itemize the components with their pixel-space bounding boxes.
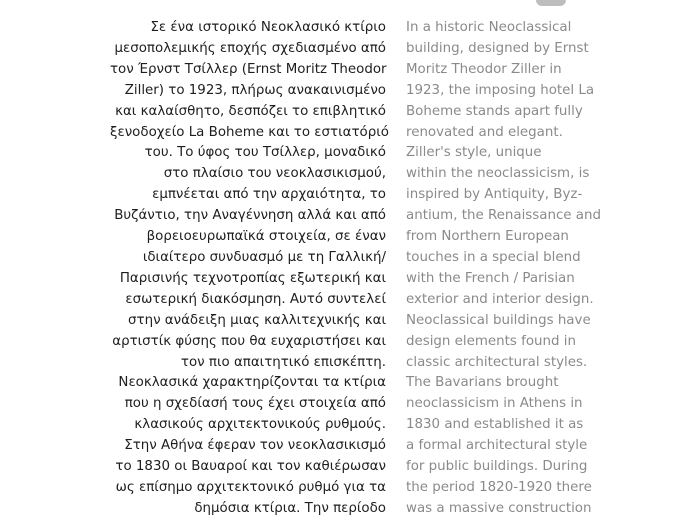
english-line: a formal architectural style: [406, 438, 588, 454]
english-line: building, designed by Ernst: [406, 40, 589, 56]
greek-line: τον πιο απαιτητικό επισκέπτη.: [180, 354, 386, 370]
english-line: within the neoclassicism, is: [406, 166, 590, 182]
greek-line: στην ανάδειξη μιας καλλιτεχνικής και: [128, 312, 386, 328]
greek-line: στο πλαίσιο του νεοκλασικισμού,: [163, 166, 386, 182]
greek-line: ως επίσημο αρχιτεκτονικό ρυθμό για τα: [115, 479, 386, 495]
english-line: touches in a special blend: [406, 249, 581, 265]
english-line: with the French / Parisian: [406, 270, 575, 286]
english-line: 1830 and established it as: [406, 417, 584, 433]
english-line: Ziller's style, unique: [406, 145, 542, 161]
english-line: neoclassicism in Athens in: [406, 396, 583, 412]
english-line: Boheme stands apart fully: [406, 103, 583, 119]
english-line: exterior and interior design.: [406, 291, 594, 307]
greek-line: του. Το ύφος του Τσίλλερ, μοναδικό: [144, 145, 386, 161]
english-line: In a historic Neoclassical: [406, 20, 572, 35]
greek-line: το 1830 οι Βαυαροί και τον καθιέρωσαν: [115, 459, 386, 475]
english-line: classic architectural styles.: [406, 354, 588, 370]
greek-line: αρτιστίκ φύσης που θα ευχαριστήσει και: [112, 333, 386, 349]
greek-line: που η σχεδίασή τους έχει στοιχεία από: [124, 396, 386, 412]
greek-line: τον Έρνστ Τσίλλερ (Ernst Moritz Theodor: [110, 61, 387, 77]
greek-line: Νεοκλασικά χαρακτηρίζονται τα κτίρια: [118, 375, 386, 391]
english-line: Moritz Theodor Ziller in: [406, 61, 562, 77]
greek-line: Ziller) το 1923, πλήρως ανακαινισμένο: [124, 82, 386, 98]
english-line: for public buildings. During: [406, 459, 588, 475]
english-line: from Northern European: [406, 229, 569, 245]
english-line: 1923, the imposing hotel La: [406, 82, 595, 98]
greek-line: Βυζάντιο, την Αναγέννηση αλλά και από: [114, 208, 386, 224]
greek-line: εσωτερική διακόσμηση. Αυτό συντελεί: [125, 291, 386, 307]
greek-line: βορειοευρωπαϊκά στοιχεία, σε έναν: [146, 229, 386, 245]
english-line: the period 1820-1920 there: [406, 479, 592, 495]
english-line: design elements found in: [406, 333, 576, 349]
greek-line: Παρισινής τεχνοτροπίας εξωτερική και: [119, 270, 386, 286]
greek-line: μεσοπολεμικής εποχής σχεδιασμένο από: [114, 40, 386, 56]
english-line: antium, the Renaissance and: [406, 208, 601, 224]
english-line: was a massive construction: [406, 500, 592, 516]
english-line: Neoclassical buildings have: [406, 312, 591, 328]
greek-line: Στην Αθήνα έφεραν τον νεοκλασικισμό: [124, 438, 386, 454]
english-line: renovated and elegant.: [406, 124, 563, 140]
greek-line: ιδιαίτερο συνδυασμό με τη Γαλλική/: [142, 249, 386, 265]
english-line: The Bavarians brought: [406, 375, 559, 391]
greek-line: κλασικούς αρχιτεκτονικούς ρυθμούς.: [134, 417, 386, 433]
top-decorative-shape: [536, 0, 566, 6]
greek-line: εμπνέεται από την αρχαιότητα, το: [152, 187, 386, 203]
greek-line: δημόσια κτίρια. Την περίοδο: [194, 500, 386, 516]
greek-line: και καλαίσθητο, δεσπόζει το επιβλητικό: [115, 103, 386, 119]
greek-line: ξενοδοχείο La Boheme και το εστιατόριό: [110, 124, 389, 140]
english-text-column: [406, 18, 696, 520]
english-line: inspired by Antiquity, Byz-: [406, 187, 583, 203]
greek-text-column: [110, 18, 389, 520]
greek-line: Σε ένα ιστορικό Νεοκλασικό κτίριο: [150, 20, 386, 35]
